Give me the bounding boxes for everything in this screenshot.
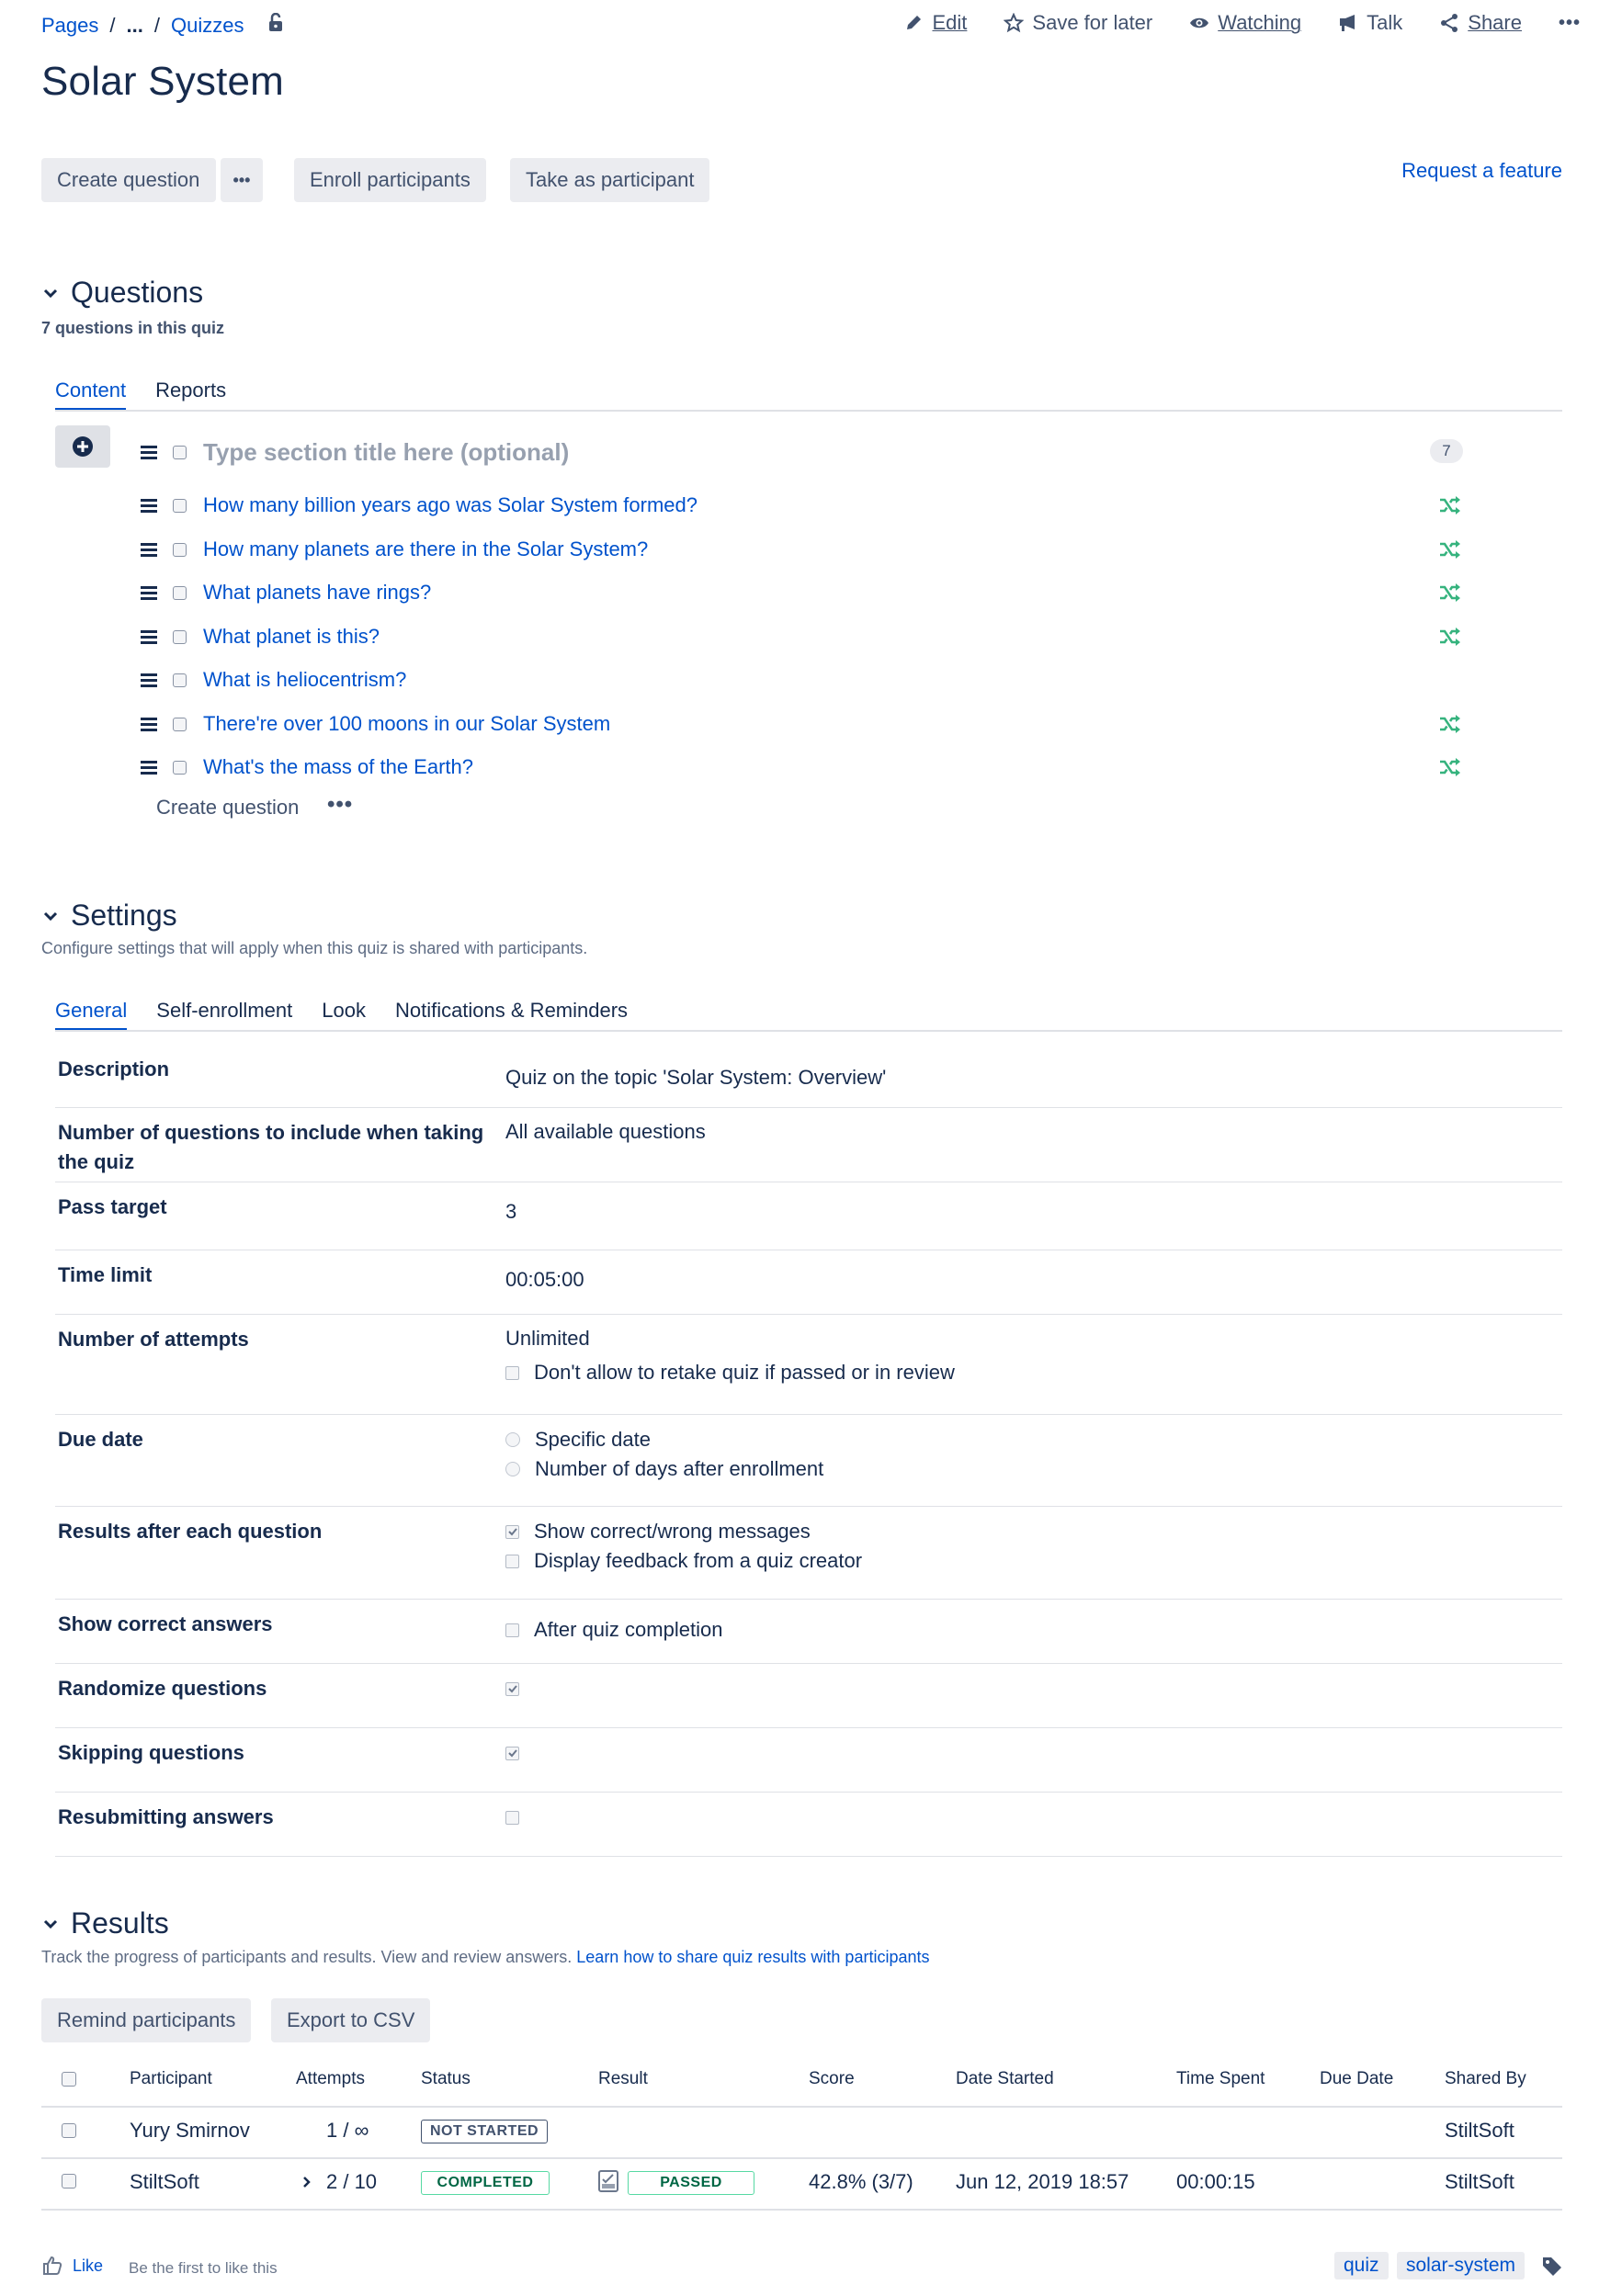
share-label: Share: [1468, 11, 1522, 34]
retake-option[interactable]: [501, 1358, 955, 1387]
section-checkbox[interactable]: [173, 446, 187, 459]
drag-handle-icon[interactable]: [141, 585, 157, 600]
question-row: [141, 618, 380, 655]
edit-labels-icon[interactable]: [1541, 2256, 1563, 2278]
drag-handle-icon[interactable]: [141, 498, 157, 513]
shuffle-icon: [1438, 582, 1462, 603]
due-specific-date-radio[interactable]: [505, 1432, 520, 1447]
setting-attempts: [55, 1314, 1562, 1415]
share-button[interactable]: [1439, 11, 1522, 35]
show-messages-checkbox[interactable]: [505, 1525, 519, 1539]
date-started-cell: Jun 12, 2019 18:57: [956, 2170, 1129, 2193]
setting-label: Number of attempts: [58, 1328, 249, 1351]
settings-section-toggle[interactable]: [41, 899, 177, 933]
after-completion-checkbox[interactable]: [505, 1623, 519, 1637]
thumbs-up-icon: [41, 2255, 63, 2277]
section-title-input[interactable]: Type section title here (optional): [203, 437, 570, 466]
randomize-option[interactable]: [501, 1674, 534, 1703]
tab-content[interactable]: Content: [55, 379, 126, 411]
page-title: Solar System: [41, 59, 285, 104]
question-checkbox[interactable]: [173, 718, 187, 731]
table-header-divider: [41, 2106, 1562, 2108]
edit-label: Edit: [932, 11, 968, 34]
like-label: Like: [73, 2256, 104, 2275]
setting-results-each: [55, 1506, 1562, 1600]
question-link[interactable]: What is heliocentrism?: [203, 668, 407, 691]
status-badge: NOT STARTED: [421, 2120, 548, 2143]
breadcrumb-separator: /: [109, 14, 116, 37]
save-for-later-button[interactable]: [1004, 11, 1152, 35]
unlock-icon[interactable]: [267, 13, 286, 39]
setting-value: 3: [505, 1200, 517, 1223]
tab-self-enrollment[interactable]: Self-enrollment: [156, 999, 293, 1022]
score-cell: 42.8% (3/7): [809, 2170, 913, 2193]
chevron-right-icon[interactable]: [301, 2175, 312, 2189]
question-row: [141, 749, 473, 786]
drag-handle-icon[interactable]: [141, 629, 157, 644]
question-checkbox[interactable]: [173, 586, 187, 600]
remind-participants-button[interactable]: Remind participants: [41, 1998, 251, 2042]
setting-label: Results after each question: [58, 1520, 323, 1543]
drag-handle-icon[interactable]: [141, 760, 157, 775]
setting-skipping: [55, 1727, 1562, 1793]
setting-label: Resubmitting answers: [58, 1805, 274, 1828]
question-link[interactable]: What planet is this?: [203, 625, 380, 648]
question-checkbox[interactable]: [173, 673, 187, 687]
setting-label: Due date: [58, 1428, 143, 1451]
setting-value: Unlimited: [505, 1327, 590, 1350]
setting-label: Time limit: [58, 1263, 153, 1286]
inline-create-question-button[interactable]: Create question: [156, 796, 300, 819]
row-checkbox[interactable]: [62, 2174, 76, 2189]
setting-value: All available questions: [505, 1120, 706, 1143]
like-hint: Be the first to like this: [129, 2259, 278, 2277]
column-header-time-spent[interactable]: Time Spent: [1176, 2069, 1265, 2088]
tab-general[interactable]: General: [55, 999, 127, 1031]
tabs-divider: [55, 1030, 1562, 1032]
questions-heading: Questions: [71, 276, 204, 309]
watching-button[interactable]: [1189, 11, 1301, 35]
more-actions-button[interactable]: [1559, 13, 1581, 34]
setting-pass-target: [55, 1182, 1562, 1250]
drag-handle-icon[interactable]: [141, 542, 157, 557]
resubmitting-checkbox[interactable]: [505, 1811, 519, 1825]
question-row: [141, 662, 406, 698]
questions-section-toggle[interactable]: [41, 276, 203, 310]
setting-resubmitting: [55, 1792, 1562, 1857]
settings-tabs: [55, 999, 628, 1031]
after-completion-option[interactable]: [501, 1615, 722, 1645]
option-label: Display feedback from a quiz creator: [534, 1549, 863, 1572]
setting-description: [55, 1044, 1562, 1108]
column-header-result[interactable]: Result: [598, 2069, 648, 2088]
breadcrumb: [41, 13, 286, 39]
setting-value: Quiz on the topic 'Solar System: Overview': [505, 1066, 887, 1089]
checkmark-icon: [507, 1526, 518, 1537]
due-days-after-radio[interactable]: [505, 1462, 520, 1476]
more-icon: •••: [1558, 12, 1581, 33]
setting-due-date: [55, 1414, 1562, 1507]
page-actions: [903, 11, 1581, 35]
attempts-cell: 2 / 10: [326, 2170, 378, 2193]
select-all-checkbox[interactable]: [62, 2072, 76, 2087]
skipping-checkbox[interactable]: [505, 1747, 519, 1760]
column-header-participant[interactable]: Participant: [130, 2069, 212, 2088]
participant-link[interactable]: Yury Smirnov: [130, 2119, 250, 2142]
option-label: Show correct/wrong messages: [534, 1520, 811, 1543]
breadcrumb-ellipsis[interactable]: ...: [126, 14, 143, 37]
shuffle-icon: [1438, 627, 1462, 647]
plus-circle-icon: [72, 435, 94, 458]
shuffle-icon: [1438, 714, 1462, 734]
pencil-icon: [903, 13, 924, 33]
setting-label: Randomize questions: [58, 1677, 267, 1700]
question-checkbox[interactable]: [173, 499, 187, 513]
results-section-toggle[interactable]: [41, 1906, 169, 1940]
time-spent-cell: 00:00:15: [1176, 2170, 1255, 2193]
question-row: [141, 706, 610, 742]
create-question-more-button[interactable]: •••: [221, 158, 263, 202]
column-header-attempts[interactable]: Attempts: [296, 2069, 365, 2088]
request-feature-link[interactable]: Request a feature: [1401, 159, 1562, 182]
results-heading: Results: [71, 1906, 169, 1940]
watching-label: Watching: [1218, 11, 1302, 34]
row-divider: [41, 2209, 1562, 2211]
row-divider: [41, 2157, 1562, 2159]
setting-label: Description: [58, 1058, 170, 1080]
checkmark-icon: [507, 1683, 518, 1694]
question-row: [141, 487, 698, 524]
results-description-text: Track the progress of participants and results. View and review answers.: [41, 1948, 573, 1966]
setting-num-questions: [55, 1107, 1562, 1182]
tab-notifications[interactable]: Notifications & Reminders: [394, 999, 629, 1022]
question-link[interactable]: What's the mass of the Earth?: [203, 755, 474, 778]
tabs-divider: [55, 410, 1562, 412]
share-results-help-link[interactable]: Learn how to share quiz results with participants: [576, 1948, 930, 1966]
chevron-down-icon: [41, 284, 60, 302]
due-days-after-option[interactable]: [501, 1454, 823, 1484]
setting-label: Skipping questions: [58, 1741, 244, 1764]
like-button[interactable]: [41, 2255, 103, 2277]
section-question-count: 7: [1430, 439, 1463, 463]
section-title-row: [141, 434, 569, 470]
setting-time-limit: [55, 1250, 1562, 1315]
talk-label: Talk: [1367, 11, 1403, 34]
question-link[interactable]: What planets have rings?: [203, 581, 432, 604]
column-header-due-date[interactable]: Due Date: [1320, 2069, 1394, 2088]
randomize-checkbox[interactable]: [505, 1682, 519, 1696]
question-checkbox[interactable]: [173, 761, 187, 775]
checkmark-icon: [507, 1747, 518, 1759]
breadcrumb-quizzes[interactable]: Quizzes: [170, 14, 244, 37]
shuffle-icon: [1438, 757, 1462, 777]
column-header-score[interactable]: Score: [809, 2069, 855, 2088]
retake-checkbox[interactable]: [505, 1366, 519, 1380]
take-as-participant-button[interactable]: Take as participant: [510, 158, 709, 202]
results-description: [41, 1948, 929, 1967]
status-badge: COMPLETED: [421, 2171, 550, 2195]
due-option-label: Number of days after enrollment: [535, 1457, 824, 1480]
breadcrumb-separator: /: [153, 14, 160, 37]
add-section-button[interactable]: [55, 425, 110, 468]
question-link[interactable]: There're over 100 moons in our Solar System: [203, 712, 611, 735]
drag-handle-icon[interactable]: [141, 717, 157, 731]
label-tag[interactable]: solar-system: [1397, 2252, 1525, 2279]
questions-count: 7 questions in this quiz: [41, 319, 225, 337]
setting-label: Number of questions to include when taking the quiz: [58, 1121, 484, 1173]
megaphone-icon: [1338, 13, 1358, 33]
skipping-option[interactable]: [501, 1738, 534, 1768]
create-question-button[interactable]: Create question: [41, 158, 216, 202]
share-icon: [1439, 13, 1459, 33]
row-checkbox[interactable]: [62, 2123, 76, 2138]
enroll-participants-button[interactable]: Enroll participants: [294, 158, 486, 202]
edit-button[interactable]: [903, 11, 967, 35]
attempts-cell: 1 / ∞: [326, 2119, 369, 2142]
column-header-shared-by[interactable]: Shared By: [1445, 2069, 1526, 2088]
breadcrumb-pages[interactable]: Pages: [41, 14, 99, 37]
retake-option-label: Don't allow to retake quiz if passed or in review: [534, 1361, 955, 1384]
talk-button[interactable]: [1338, 11, 1402, 35]
question-link[interactable]: How many planets are there in the Solar System?: [203, 537, 649, 560]
questions-tabs: [55, 379, 226, 411]
question-row: [141, 531, 648, 568]
tab-reports[interactable]: Reports: [155, 379, 227, 402]
question-checkbox[interactable]: [173, 630, 187, 644]
shared-by-link[interactable]: StiltSoft: [1445, 2119, 1514, 2142]
drag-handle-icon[interactable]: [141, 445, 157, 459]
due-option-label: Specific date: [535, 1428, 651, 1451]
setting-label: Show correct answers: [58, 1612, 273, 1635]
question-row: [141, 574, 431, 611]
label-tag[interactable]: quiz: [1334, 2252, 1389, 2279]
drag-handle-icon[interactable]: [141, 673, 157, 687]
question-link[interactable]: How many billion years ago was Solar System formed?: [203, 493, 698, 516]
participant-link[interactable]: StiltSoft: [130, 2170, 199, 2193]
star-icon: [1004, 13, 1024, 33]
save-for-later-label: Save for later: [1032, 11, 1153, 34]
result-badge: PASSED: [628, 2171, 754, 2195]
setting-value: 00:05:00: [505, 1268, 584, 1291]
option-label: After quiz completion: [534, 1618, 723, 1641]
chevron-down-icon: [41, 1915, 60, 1933]
chevron-down-icon: [41, 907, 60, 925]
settings-heading: Settings: [71, 899, 177, 932]
shared-by-link[interactable]: StiltSoft: [1445, 2170, 1514, 2193]
settings-subtitle: Configure settings that will apply when this quiz is shared with participants.: [41, 939, 588, 957]
tab-look[interactable]: Look: [322, 999, 366, 1022]
question-checkbox[interactable]: [173, 543, 187, 557]
column-header-date-started[interactable]: Date Started: [956, 2069, 1054, 2088]
show-messages-option[interactable]: [501, 1517, 811, 1546]
resubmitting-option[interactable]: [501, 1803, 534, 1832]
eye-icon: [1189, 13, 1209, 33]
setting-randomize: [55, 1663, 1562, 1728]
shuffle-icon: [1438, 495, 1462, 515]
inline-create-more-button[interactable]: •••: [327, 792, 354, 817]
export-csv-button[interactable]: Export to CSV: [271, 1998, 430, 2042]
display-feedback-option[interactable]: [501, 1546, 862, 1576]
setting-show-correct: [55, 1599, 1562, 1664]
due-specific-date-option[interactable]: [501, 1425, 651, 1454]
shuffle-icon: [1438, 539, 1462, 560]
column-header-status[interactable]: Status: [421, 2069, 471, 2088]
setting-label: Pass target: [58, 1195, 167, 1218]
display-feedback-checkbox[interactable]: [505, 1555, 519, 1568]
review-answers-icon[interactable]: [597, 2169, 619, 2193]
